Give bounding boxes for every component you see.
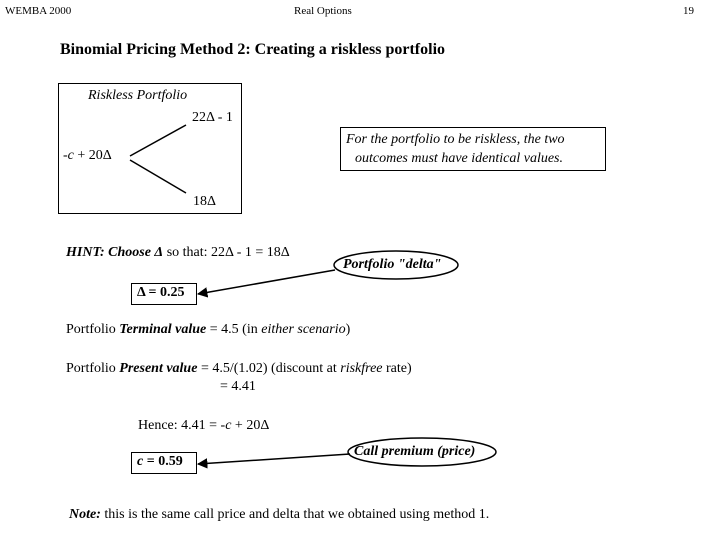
delta-ellipse-label: Portfolio "delta" <box>343 257 442 272</box>
hence-line: Hence: 4.41 = -c + 20Δ <box>138 418 270 433</box>
slide-title: Binomial Pricing Method 2: Creating a riskless portfolio <box>60 41 446 58</box>
present-value-line: Portfolio Present value = 4.5/(1.02) (discount at riskfree rate) <box>66 361 412 376</box>
call-ellipse-label: Call premium (price) <box>354 444 476 459</box>
tree-root-node: -c + 20Δ <box>63 148 112 163</box>
page-number: 19 <box>683 5 694 17</box>
tree-branch-up <box>130 125 186 156</box>
tree-caption: Riskless Portfolio <box>88 88 188 103</box>
terminal-value-line: Portfolio Terminal value = 4.5 (in either scenario) <box>66 322 351 337</box>
call-ellipse <box>348 438 496 466</box>
delta-ellipse <box>334 251 458 279</box>
tree-down-node: 18Δ <box>193 194 217 209</box>
note-box-line1: For the portfolio to be riskless, the two <box>346 132 565 147</box>
tree-branch-down <box>130 160 186 193</box>
footer-note: Note: this is the same call price and delta that we obtained using method 1. <box>69 507 490 522</box>
delta-result: Δ = 0.25 <box>137 285 185 300</box>
call-arrow <box>198 454 350 464</box>
delta-arrow <box>198 270 335 294</box>
call-result: c = 0.59 <box>137 454 183 469</box>
hint-line: HINT: Choose Δ so that: 22Δ - 1 = 18Δ <box>66 245 290 260</box>
note-box-line2: outcomes must have identical values. <box>355 151 564 166</box>
tree-up-node: 22Δ - 1 <box>192 110 233 125</box>
header-center: Real Options <box>294 5 352 17</box>
present-value-result: = 4.41 <box>220 379 256 394</box>
header-left: WEMBA 2000 <box>5 5 72 17</box>
